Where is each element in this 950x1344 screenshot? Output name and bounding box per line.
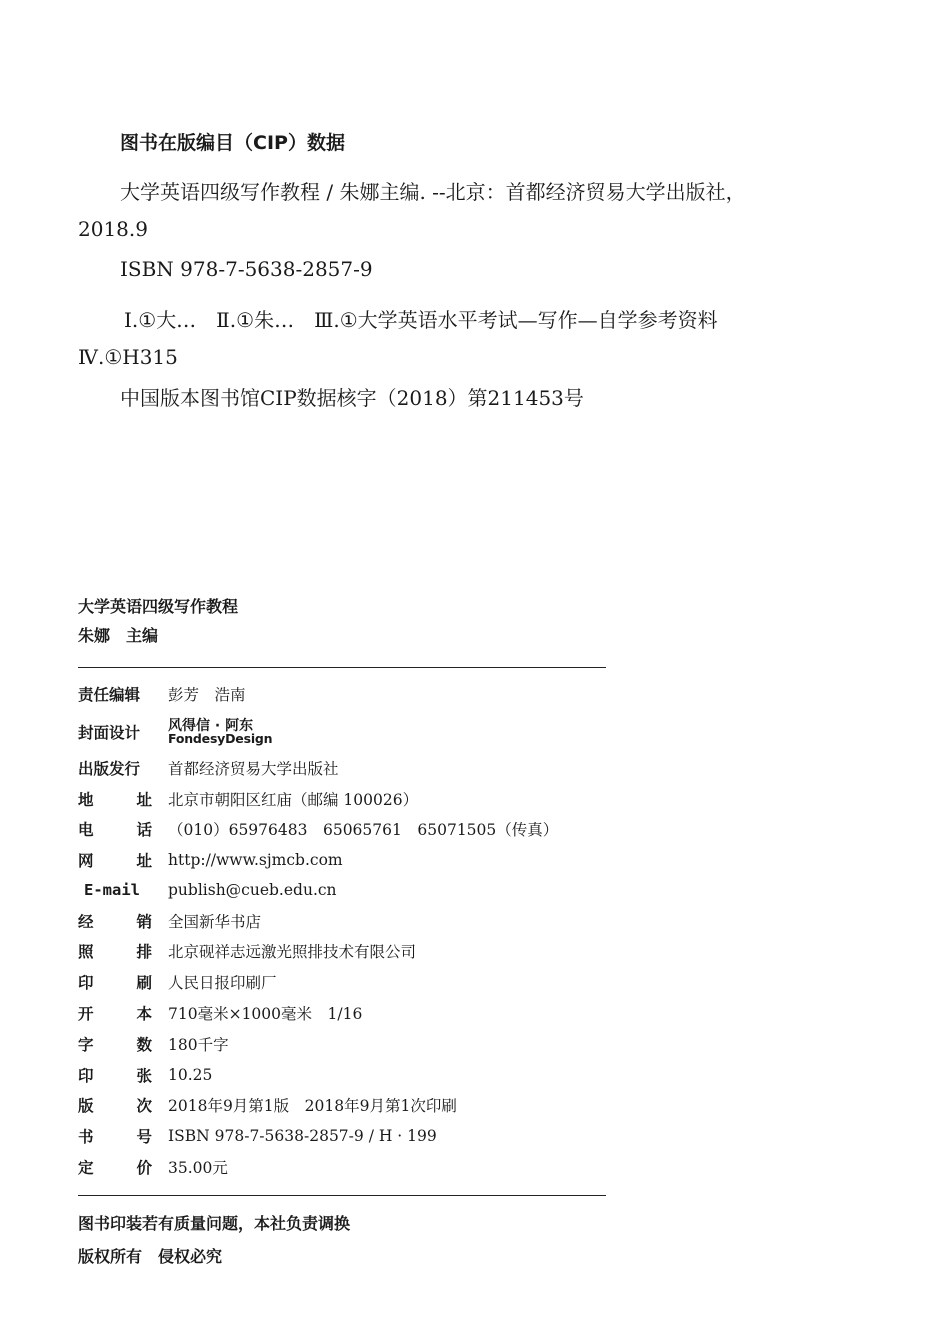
cip-record-line: 中国版本图书馆CIP数据核字（2018）第211453号 <box>120 386 584 410</box>
info-value: 710毫米×1000毫米 1/16 <box>168 1005 363 1023</box>
info-label: 封面设计 <box>78 724 141 742</box>
info-value: 2018年9月第1版 2018年9月第1次印刷 <box>168 1097 457 1115</box>
info-label: 字 数 <box>78 1036 152 1054</box>
top-divider <box>78 667 606 668</box>
info-label: 地 址 <box>78 791 152 809</box>
info-value: 首都经济贸易大学出版社 <box>168 760 339 778</box>
info-value: 10.25 <box>168 1066 213 1084</box>
info-label: 版 次 <box>78 1097 152 1115</box>
cip-title-line: 大学英语四级写作教程 / 朱娜主编. --北京：首都经济贸易大学出版社， <box>120 180 746 204</box>
rights-note: 版权所有 侵权必究 <box>78 1247 223 1266</box>
cip-heading: 图书在版编目（CIP）数据 <box>120 132 345 154</box>
cip-classification-line: Ⅰ.①大… Ⅱ.①朱… Ⅲ.①大学英语水平考试—写作—自学参考资料 <box>124 308 718 332</box>
info-row-sheets <box>78 1061 212 1089</box>
info-label: 书 号 <box>78 1128 152 1146</box>
info-row-typesetting <box>78 937 416 965</box>
info-row-phone <box>78 815 558 843</box>
email-address: publish@cueb.edu.cn <box>168 881 337 899</box>
info-label: 印 张 <box>78 1067 152 1085</box>
logo-text-zh: 风得信 · 阿东 <box>168 717 254 734</box>
bottom-divider <box>78 1195 606 1196</box>
cip-date-line: 2018.9 <box>78 217 148 241</box>
info-row-book-number <box>78 1122 437 1150</box>
info-label: 经 销 <box>78 913 152 931</box>
info-row-word-count <box>78 1030 229 1058</box>
cover-designer-logo <box>168 719 272 746</box>
cip-isbn-line: ISBN 978-7-5638-2857-9 <box>120 257 373 281</box>
info-row-format <box>78 999 362 1027</box>
quality-note: 图书印装若有质量问题，本社负责调换 <box>78 1214 351 1233</box>
info-row-responsible-editor <box>78 680 246 708</box>
info-label: 定 价 <box>78 1159 152 1177</box>
logo-text-en: FondesyDesign <box>168 730 273 746</box>
info-row-cover-design <box>78 716 272 748</box>
info-value: 35.00元 <box>168 1159 228 1177</box>
info-value: （010）65976483 65065761 65071505（传真） <box>168 821 559 839</box>
info-row-printing <box>78 968 277 996</box>
info-row-edition <box>78 1091 457 1119</box>
info-row-publisher <box>78 754 339 782</box>
info-value: 180千字 <box>168 1036 229 1054</box>
info-label: 照 排 <box>78 943 152 961</box>
info-value: 全国新华书店 <box>168 913 262 931</box>
info-label: 开 本 <box>78 1005 152 1023</box>
info-value: ISBN 978-7-5638-2857-9 / H · 199 <box>168 1127 437 1145</box>
info-row-address <box>78 785 418 813</box>
info-label: 印 刷 <box>78 974 152 992</box>
info-label: 出版发行 <box>78 760 141 778</box>
book-editor: 朱娜 主编 <box>78 626 159 645</box>
info-value: 人民日报印刷厂 <box>168 974 277 992</box>
info-label: 电 话 <box>78 821 152 839</box>
info-value: 彭芳 浩南 <box>168 686 246 704</box>
website-url: http://www.sjmcb.com <box>168 851 343 869</box>
info-value: 北京市朝阳区红庙（邮编 100026） <box>168 791 419 809</box>
info-row-email <box>78 876 337 904</box>
info-row-distribution <box>78 907 261 935</box>
cip-classification-line-2: Ⅳ.①H315 <box>78 345 178 369</box>
info-label: 网 址 <box>78 852 152 870</box>
info-label: 责任编辑 <box>78 686 141 704</box>
info-row-price <box>78 1153 228 1181</box>
info-value: 北京砚祥志远激光照排技术有限公司 <box>168 943 417 961</box>
info-label: E-mail <box>84 881 140 899</box>
book-title: 大学英语四级写作教程 <box>78 597 239 616</box>
info-row-website <box>78 846 343 874</box>
